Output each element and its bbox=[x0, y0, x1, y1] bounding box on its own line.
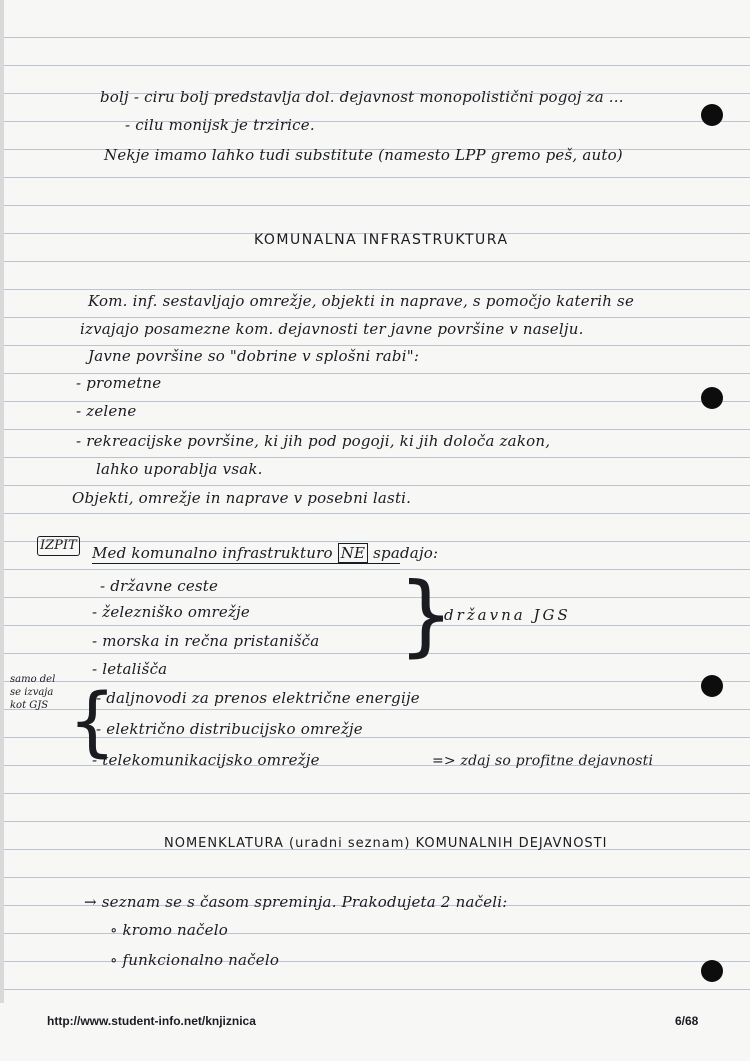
list-item-prometne: - prometne bbox=[76, 374, 162, 392]
bullet-kromo: ∘ kromo načelo bbox=[110, 921, 228, 939]
note-line-3: Nekje imamo lahko tudi substitute (namesto LPP gremo peš, auto) bbox=[104, 146, 623, 164]
list-item-rekreacijske-cont: lahko uporablja vsak. bbox=[96, 460, 263, 478]
margin-note: samo del se izvaja kot GJS bbox=[10, 674, 56, 711]
note-line-1: bolj - ciru bolj predstavlja dol. dejavnost monopolistični pogoj za ... bbox=[100, 88, 624, 106]
page-number: 6/68 bbox=[675, 1014, 699, 1028]
punch-hole-4 bbox=[701, 960, 723, 982]
page-edge bbox=[0, 0, 4, 1061]
list-daljnovodi: - daljnovodi za prenos električne energije bbox=[96, 689, 420, 707]
paragraph-1-line-c: Javne površine so "dobrine v splošni rabi": bbox=[88, 347, 420, 365]
note-profitne: => zdaj so profitne dejavnosti bbox=[432, 753, 654, 769]
ne-boxed: NE bbox=[338, 543, 368, 563]
paragraph-1-line-a: Kom. inf. sestavljajo omrežje, objekti in naprave, s pomočjo katerih se bbox=[88, 292, 635, 310]
note-line-2: - cilu monijsk je trzirice. bbox=[125, 116, 315, 134]
paragraph-seznam: → seznam se s časom spreminja. Prakodujeta 2 načeli: bbox=[84, 893, 508, 911]
list-distribucijsko: - električno distribucijsko omrežje bbox=[96, 720, 363, 738]
heading-komunalna-infrastruktura: KOMUNALNA INFRASTRUKTURA bbox=[254, 232, 509, 248]
list-item-zelene: - zelene bbox=[76, 402, 137, 420]
list-drzavne-ceste: - državne ceste bbox=[100, 577, 219, 595]
list-telekomunikacijsko: - telekomunikacijsko omrežje bbox=[92, 751, 320, 769]
paragraph-1-line-b: izvajajo posamezne kom. dejavnosti ter javne površine v naselju. bbox=[80, 320, 584, 338]
izpit-tag: IZPIT bbox=[37, 536, 80, 556]
punch-hole-3 bbox=[701, 675, 723, 697]
footer-url-link[interactable]: http://www.student-info.net/knjiznica bbox=[47, 1014, 256, 1028]
footer bbox=[0, 1003, 750, 1061]
right-brace: } bbox=[398, 563, 454, 666]
heading-nomenklatura: NOMENKLATURA (uradni seznam) KOMUNALNIH DEJAVNOSTI bbox=[164, 836, 608, 851]
list-item-rekreacijske: - rekreacijske površine, ki jih pod pogoji, ki jih določa zakon, bbox=[76, 432, 551, 450]
underline-med bbox=[92, 563, 400, 564]
list-pristanisca: - morska in rečna pristanišča bbox=[92, 632, 320, 650]
punch-hole-1 bbox=[701, 104, 723, 126]
list-letalisca: - letališča bbox=[92, 660, 168, 678]
paragraph-objekti: Objekti, omrežje in naprave v posebni lasti. bbox=[72, 489, 412, 507]
list-zelezniško: - železniško omrežje bbox=[92, 603, 250, 621]
left-brace: { bbox=[68, 676, 117, 765]
brace-note-drzavne-gjs: državna JGS bbox=[444, 606, 571, 624]
punch-hole-2 bbox=[701, 387, 723, 409]
bullet-funkcionalno: ∘ funkcionalno načelo bbox=[110, 951, 280, 969]
paragraph-med-infrastrukturo: Med komunalno infrastrukturo NE spadajo: bbox=[92, 544, 439, 562]
